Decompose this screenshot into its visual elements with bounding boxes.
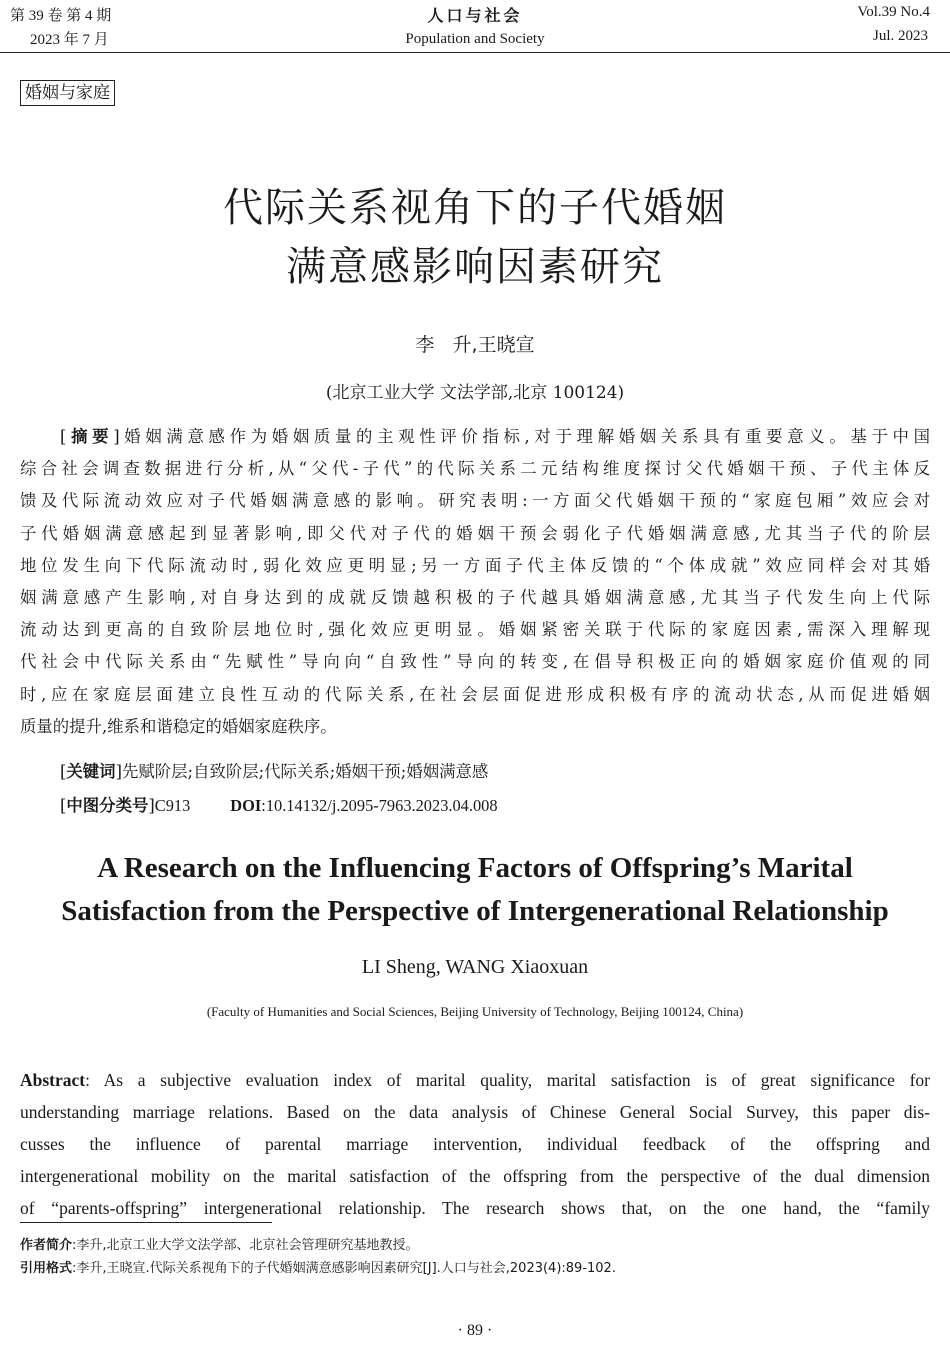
affiliation-cn: (北京工业大学 文法学部,北京 100124) bbox=[325, 383, 625, 403]
abstract-cn-line: 流动达到更高的自致阶层地位时,强化效应更明显。婚姻紧密关联于代际的家庭因素,需深入理解现 bbox=[20, 620, 930, 640]
header-date-en: Jul. 2023 bbox=[872, 28, 928, 44]
abstract-en-line: Abstract: As a subjective evaluation index of marital quality, marital satisfaction is of great significance for bbox=[20, 1070, 930, 1090]
section-label: 婚姻与家庭 bbox=[20, 80, 115, 106]
title-cn-line-1: 代际关系视角下的子代婚姻 bbox=[223, 185, 727, 231]
keywords-row: [关键词]先赋阶层;自致阶层;代际关系;婚姻干预;婚姻满意感 bbox=[60, 762, 489, 781]
header-volume-cn: 第 39 卷 第 4 期 bbox=[10, 8, 112, 24]
footnote-author: 作者简介:李升,北京工业大学文法学部、北京社会管理研究基地教授。 bbox=[20, 1238, 419, 1253]
footnote-citation-label: 引用格式 bbox=[20, 1261, 73, 1276]
abstract-cn-line: 时,应在家庭层面建立良性互动的代际关系,在社会层面促进形成积极有序的流动状态,从而促进婚姻 bbox=[20, 684, 930, 704]
doi-label: DOI bbox=[230, 796, 262, 815]
keywords-label: 关键词 bbox=[66, 762, 116, 781]
abstract-cn-line: 地位发生向下代际流动时,弱化效应更明显;另一方面子代主体反馈的“个体成就”效应同样会对其婚 bbox=[20, 555, 930, 575]
footnote-citation: 引用格式:李升,王晓宣.代际关系视角下的子代婚姻满意感影响因素研究[J].人口与社会,2023(4):89-102. bbox=[20, 1261, 616, 1276]
title-en-line-1: A Research on the Influencing Factors of Offspring’s Marital bbox=[97, 852, 853, 884]
authors-cn: 李 升,王晓宣 bbox=[415, 334, 535, 356]
classification-label: 中图分类号 bbox=[66, 796, 149, 815]
header-journal-title-cn: 人口与社会 bbox=[427, 8, 523, 25]
header-rule bbox=[0, 52, 950, 53]
doi-value: :10.14132/j.2095-7963.2023.04.008 bbox=[261, 796, 498, 815]
title-cn-line-2: 满意感影响因素研究 bbox=[286, 244, 664, 290]
abstract-en-line: intergenerational mobility on the marital satisfaction of the offspring from the perspective of the dual dimension bbox=[20, 1166, 930, 1186]
abstract-cn-line: 馈及代际流动效应对子代婚姻满意感的影响。研究表明:一方面父代婚姻干预的“家庭包厢”效应会对 bbox=[20, 491, 930, 511]
affiliation-en: (Faculty of Humanities and Social Sciences, Beijing University of Technology, Beijing 100124, China) bbox=[206, 1004, 744, 1019]
authors-en: LI Sheng, WANG Xiaoxuan bbox=[361, 956, 589, 978]
abstract-cn-line: [摘要]婚姻满意感作为婚姻质量的主观性评价指标,对于理解婚姻关系具有重要意义。基于中国 bbox=[60, 427, 930, 446]
abstract-cn bbox=[20, 421, 930, 743]
footnote-author-label: 作者简介 bbox=[20, 1238, 73, 1253]
abstract-cn-line: 姻满意感产生影响,对自身达到的成就反馈越积极的子代越具婚姻满意感,尤其当子代发生向上代际 bbox=[20, 587, 930, 607]
header-volume-en: Vol.39 No.4 bbox=[857, 4, 930, 20]
abstract-cn-label: 摘要 bbox=[66, 427, 114, 446]
classification-code: C913 bbox=[154, 796, 191, 815]
classification-row: [中图分类号]C913 DOI:10.14132/j.2095-7963.2023.04.008 bbox=[60, 796, 498, 815]
abstract-cn-line: 子代婚姻满意感起到显著影响,即父代对子代的婚姻干预会弱化子代婚姻满意感,尤其当子代的阶层 bbox=[20, 523, 930, 543]
abstract-cn-line: 综合社会调查数据进行分析,从“父代-子代”的代际关系二元结构维度探讨父代婚姻干预、子代主体反 bbox=[20, 459, 930, 479]
abstract-cn-line: 质量的提升,维系和谐稳定的婚姻家庭秩序。 bbox=[20, 716, 337, 736]
abstract-en-line: cusses the influence of parental marriage intervention, individual feedback of the offspring and bbox=[20, 1134, 930, 1154]
title-en-line-2: Satisfaction from the Perspective of Intergenerational Relationship bbox=[61, 895, 889, 927]
page-number: · 89 · bbox=[457, 1322, 493, 1339]
abstract-en-label: Abstract bbox=[20, 1070, 86, 1090]
header-date-cn: 2023 年 7 月 bbox=[30, 32, 109, 48]
keywords-text: 先赋阶层;自致阶层;代际关系;婚姻干预;婚姻满意感 bbox=[121, 762, 489, 781]
abstract-en-line: of “parents-offspring” intergenerational relationship. The research shows that, on the one hand, the “family bbox=[20, 1198, 930, 1218]
abstract-en-line: understanding marriage relations. Based on the data analysis of Chinese General Social Survey, this paper dis- bbox=[20, 1102, 930, 1122]
header-journal-title-en: Population and Society bbox=[405, 31, 545, 47]
footnote-rule bbox=[20, 1222, 272, 1223]
abstract-cn-line: 代社会中代际关系由“先赋性”导向向“自致性”导向的转变,在倡导积极正向的婚姻家庭价值观的同 bbox=[20, 652, 930, 672]
abstract-en bbox=[20, 1064, 930, 1224]
